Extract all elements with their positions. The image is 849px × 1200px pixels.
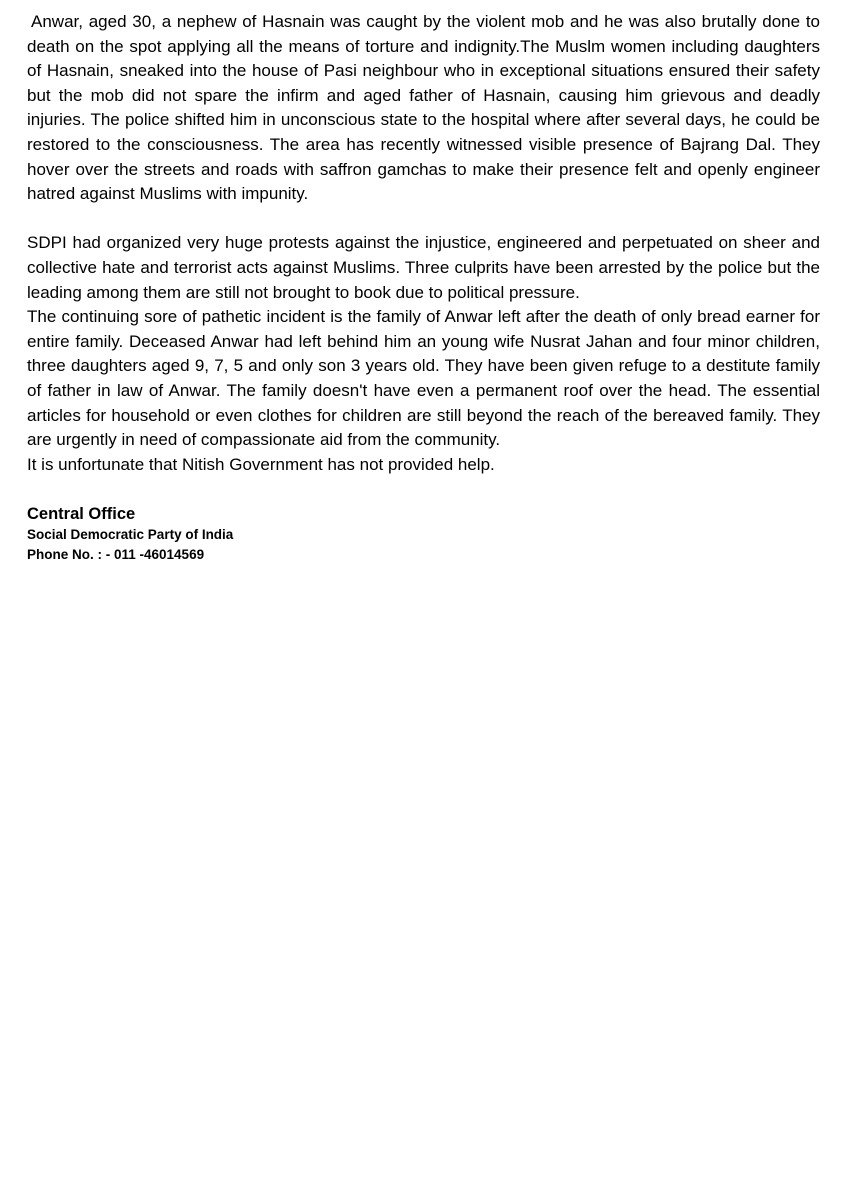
office-title: Central Office (27, 505, 136, 524)
paragraph-anwar-incident: Anwar, aged 30, a nephew of Hasnain was caught by the violent mob and he was also brutally done to death on the spot applying all the means of torture and indignity.The Muslm women including daughters of Hasnain, sneaked into the house of Pasi neighbour who in exceptional situations ensured their safety but the mob did not spare the infirm and aged father of Hasnain, causing him grievous and deadly injuries. The police shifted him in unconscious state to the hospital where after several days, he could be restored to the consciousness. The area has recently witnessed visible presence of Bajrang Dal. They hover over the streets and roads with saffron gamchas to make their presence felt and openly engineer hatred against Muslims with impunity. (27, 12, 820, 204)
paragraph-government-help: It is unfortunate that Nitish Government has not provided help. (27, 454, 495, 474)
document-page (27, 10, 820, 565)
organization-name: Social Democratic Party of India (27, 527, 234, 543)
paragraph-family-situation: The continuing sore of pathetic incident is the family of Anwar left after the death of only bread earner for entire family. Deceased Anwar had left behind him an young wife Nusrat Jahan and four minor children, three daughters aged 9, 7, 5 and only son 3 years old. They have been given refuge to a destitute family of father in law of Anwar. The family doesn't have even a permanent roof over the head. The essential articles for household or even clothes for children are still beyond the reach of the bereaved family. They are urgently in need of compassionate aid from the community. (27, 307, 820, 450)
phone-number: Phone No. : - 011 -46014569 (27, 547, 205, 563)
paragraph-sdpi-protests: SDPI had organized very huge protests against the injustice, engineered and perpetuated on sheer and collective hate and terrorist acts against Muslims. Three culprits have been arrested by the police but the leading among them are still not brought to book due to political pressure. (27, 233, 820, 302)
paragraph-spacer (27, 207, 820, 232)
contact-footer (27, 503, 820, 565)
